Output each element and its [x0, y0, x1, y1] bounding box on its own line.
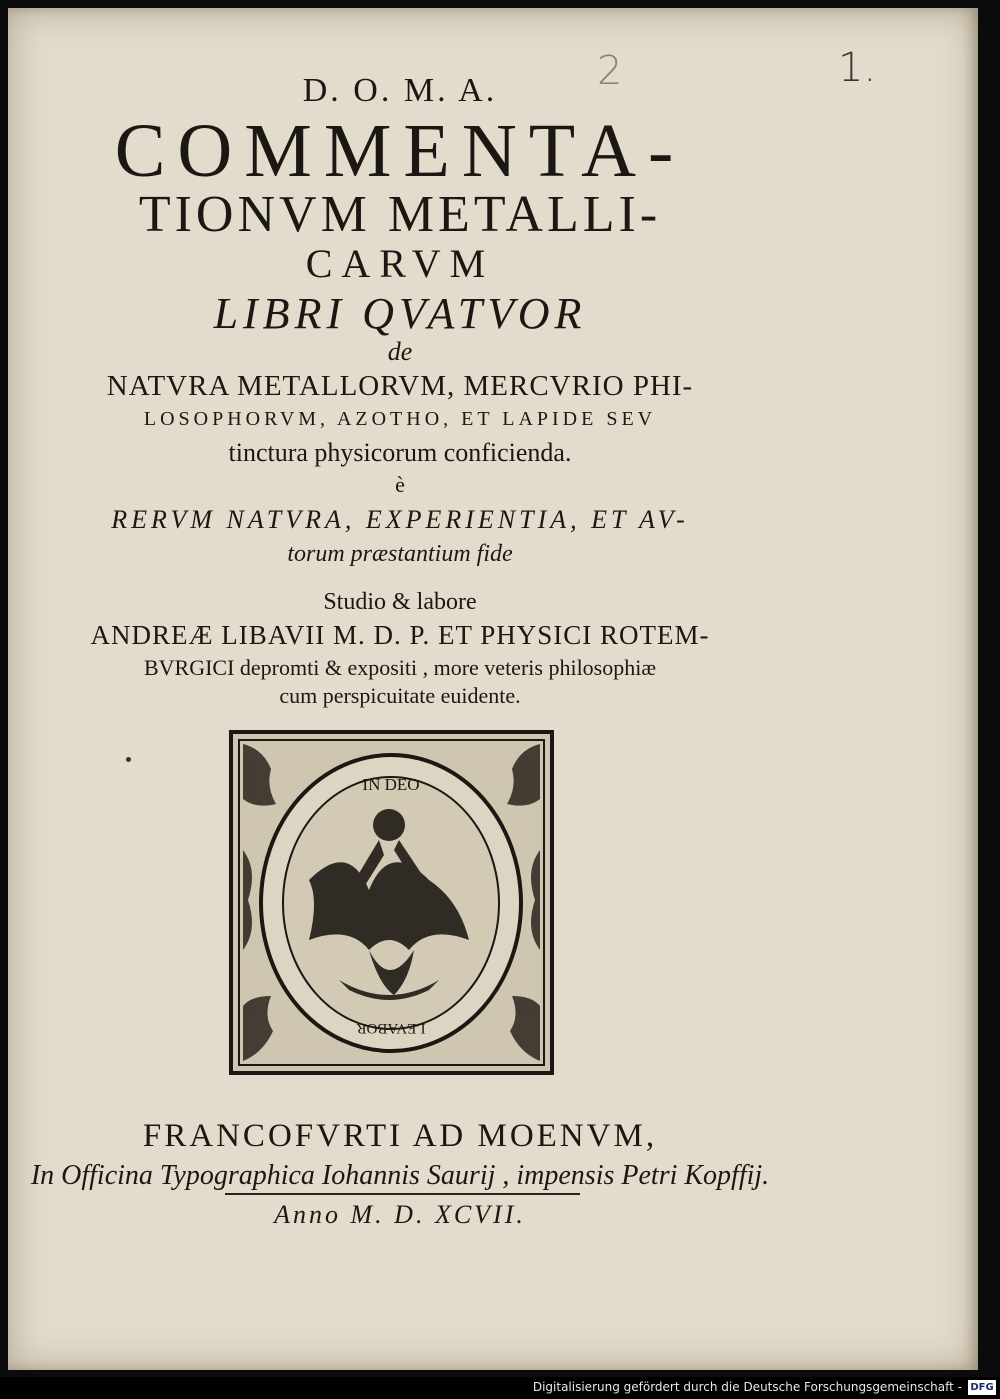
imprint-place: FRANCOFVRTI AD MOENVM,: [142, 1118, 658, 1154]
title-line-2: TIONVM METALLI-: [138, 186, 662, 243]
ink-spot: [126, 757, 131, 762]
subtitle: LIBRI QVATVOR: [213, 289, 587, 338]
source-line-2: torum præstantium fide: [287, 541, 513, 567]
source-line-1: RERVM NATVRA, EXPERIENTIA, ET AV-: [111, 505, 689, 534]
topic-line-2: LOSOPHORVM, AZOTHO, ET LAPIDE SEV: [143, 408, 657, 430]
printer-device-woodcut: [229, 730, 554, 1075]
imprint-year: Anno M. D. XCVII.: [274, 1200, 526, 1229]
author-line-2: BVRGICI depromti & expositi , more veteris philosophiæ: [143, 655, 657, 680]
handwritten-pencil-number: 2: [597, 48, 623, 94]
word-e: è: [395, 472, 405, 497]
topic-line-1: NATVRA METALLORVM, MERCVRIO PHI-: [106, 370, 694, 402]
motto-top: IN DEO: [362, 775, 420, 794]
author-line-1: ANDREÆ LIBAVII M. D. P. ET PHYSICI ROTEM-: [90, 620, 710, 650]
dedication: D. O. M. A.: [302, 72, 498, 109]
studio-line: Studio & labore: [323, 589, 477, 615]
author-line-3: cum perspicuitate euidente.: [279, 683, 521, 708]
motto-bottom: LEVABOR: [356, 1020, 426, 1036]
handwritten-folio-number: 1.: [838, 45, 877, 91]
word-de: de: [387, 337, 413, 366]
imprint-printer: In Officina Typographica Iohannis Saurij , impensis Petri Kopffij.: [30, 1160, 770, 1191]
title-line-3: CARVM: [305, 241, 495, 286]
footer-credit: Digitalisierung gefördert durch die Deutsche Forschungsgemeinschaft -: [532, 1380, 962, 1394]
imprint-rule: [225, 1193, 580, 1195]
topic-line-3: tinctura physicorum conficienda.: [228, 438, 572, 467]
dfg-logo: DFG: [968, 1380, 996, 1395]
title-line-1: COMMENTA-: [114, 109, 686, 193]
